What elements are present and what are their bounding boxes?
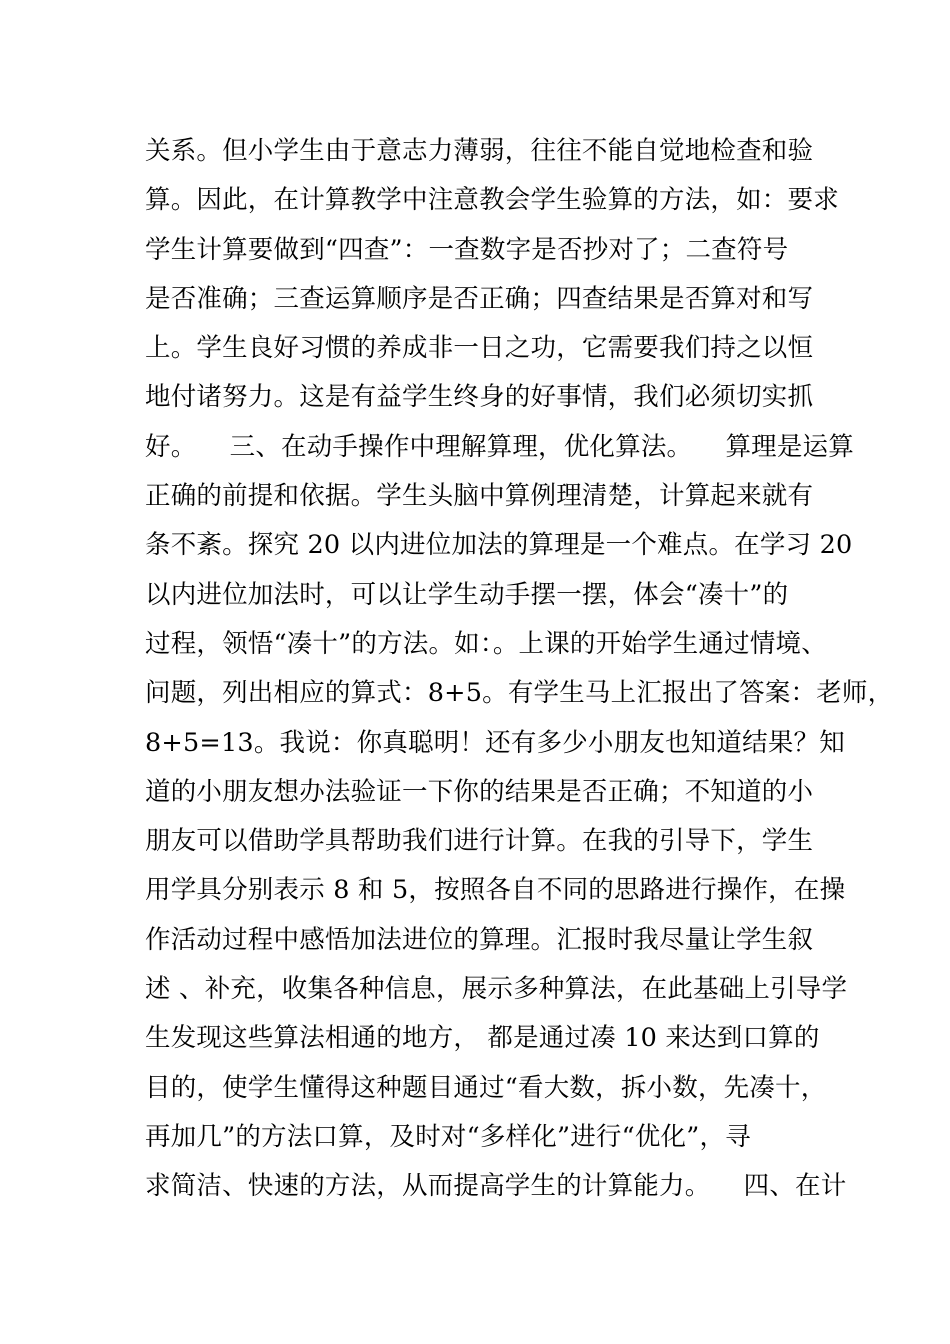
text-line: 条不紊。探究 20 以内进位加法的算理是一个难点。在学习 20 xyxy=(145,530,853,561)
text-line: 目的，使学生懂得这种题目通过“看大数，拆小数，先凑十， xyxy=(145,1072,827,1103)
text-line: 是否准确；三查运算顺序是否正确；四查结果是否算对和写 xyxy=(145,283,814,314)
text-line: 以内进位加法时，可以让学生动手摆一摆，体会“凑十”的 xyxy=(145,579,789,610)
text-line: 生发现这些算法相通的地方， 都是通过凑 10 来达到口算的 xyxy=(145,1023,820,1054)
text-line: 朋友可以借助学具帮助我们进行计算。在我的引导下，学生 xyxy=(145,826,814,857)
text-line: 上。学生良好习惯的养成非一日之功，它需要我们持之以恒 xyxy=(145,333,814,364)
text-line: 作活动过程中感悟加法进位的算理。汇报时我尽量让学生叙 xyxy=(145,924,814,955)
text-line: 再加几”的方法口算，及时对“多样化”进行“优化”，寻 xyxy=(145,1121,751,1152)
text-line: 好。 三、在动手操作中理解算理，优化算法。 算理是运算 xyxy=(145,431,854,462)
text-line: 述 、补充，收集各种信息，展示多种算法，在此基础上引导学 xyxy=(145,974,848,1005)
text-line: 求简洁、快速的方法，从而提高学生的计算能力。 四、在计 xyxy=(145,1171,847,1202)
text-line: 8+5=13。我说：你真聪明！还有多少小朋友也知道结果？知 xyxy=(145,727,845,758)
text-line: 问题，列出相应的算式：8+5。有学生马上汇报出了答案：老师， xyxy=(145,678,894,709)
text-line: 学生计算要做到“四查”：一查数字是否抄对了；二查符号 xyxy=(145,234,789,265)
text-line: 地付诸努力。这是有益学生终身的好事情，我们必须切实抓 xyxy=(145,382,814,413)
text-line: 用学具分别表示 8 和 5，按照各自不同的思路进行操作，在操 xyxy=(145,875,846,906)
body-text xyxy=(145,127,894,1212)
text-line: 关系。但小学生由于意志力薄弱，往往不能自觉地检查和验 xyxy=(145,136,814,166)
text-line: 过程，领悟“凑十”的方法。如：。上课的开始学生通过情境、 xyxy=(145,628,827,659)
text-line: 算。因此，在计算教学中注意教会学生验算的方法，如：要求 xyxy=(145,185,839,216)
text-line: 正确的前提和依据。学生头脑中算例理清楚，计算起来就有 xyxy=(145,481,814,512)
text-line: 道的小朋友想办法验证一下你的结果是否正确；不知道的小 xyxy=(145,776,814,807)
